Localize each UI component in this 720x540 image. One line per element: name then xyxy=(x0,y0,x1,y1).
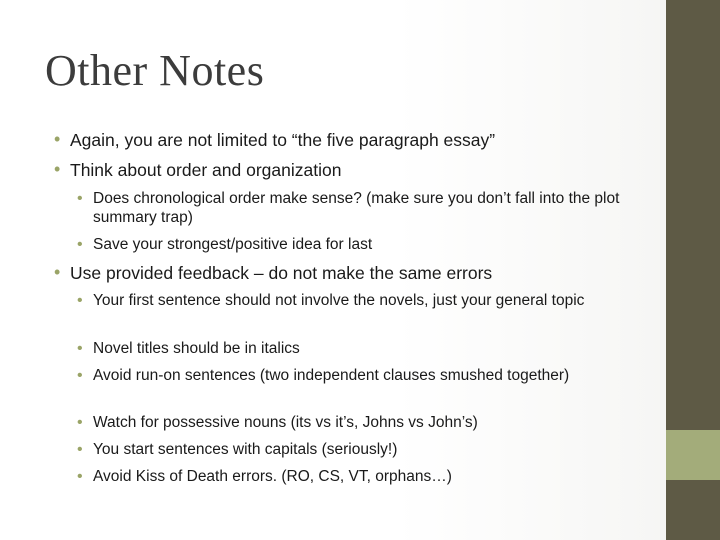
bullet-dot-icon: • xyxy=(77,340,83,357)
bullet-text: You start sentences with capitals (seriously!) xyxy=(93,441,398,458)
sub-bullet-item xyxy=(77,367,628,386)
bullet-dot-icon: • xyxy=(77,414,83,431)
bullet-text: Save your strongest/positive idea for last xyxy=(93,236,373,253)
bullet-text: Again, you are not limited to “the five paragraph essay” xyxy=(70,130,496,150)
bullet-text: Avoid Kiss of Death errors. (RO, CS, VT, orphans…) xyxy=(93,468,452,485)
bullet-text: Avoid run-on sentences (two independent clauses smushed together) xyxy=(93,367,570,384)
bullet-text: Use provided feedback – do not make the same errors xyxy=(70,263,493,283)
bullet-item xyxy=(54,262,650,284)
bullet-text: Your first sentence should not involve the novels, just your general topic xyxy=(93,292,585,309)
sub-bullet-item xyxy=(77,468,628,487)
bullet-text: Think about order and organization xyxy=(70,160,342,180)
bullet-dot-icon: • xyxy=(77,367,83,384)
bullet-dot-icon: • xyxy=(77,468,83,485)
sub-bullet-item xyxy=(77,190,628,227)
sub-bullet-item xyxy=(77,236,628,255)
sub-bullet-item xyxy=(77,292,628,311)
sub-bullet-item xyxy=(77,340,628,359)
bullet-dot-icon: • xyxy=(77,190,83,207)
bullet-item xyxy=(54,159,650,181)
bullet-text: Novel titles should be in italics xyxy=(93,340,300,357)
bullet-dot-icon: • xyxy=(54,159,61,179)
bullet-text: Watch for possessive nouns (its vs it’s, Johns vs John’s) xyxy=(93,414,478,431)
bullet-item xyxy=(54,129,650,151)
bullet-dot-icon: • xyxy=(54,129,61,149)
bullet-dot-icon: • xyxy=(77,441,83,458)
bullet-text: Does chronological order make sense? (make sure you don’t fall into the plot summary trap) xyxy=(93,190,620,226)
slide-title: Other Notes xyxy=(45,46,265,95)
bullet-dot-icon: • xyxy=(77,236,83,253)
bullet-dot-icon: • xyxy=(77,292,83,309)
sub-bullet-item xyxy=(77,414,628,433)
sidebar-accent-block xyxy=(666,430,720,480)
sub-bullet-item xyxy=(77,441,628,460)
bullet-dot-icon: • xyxy=(54,262,61,282)
